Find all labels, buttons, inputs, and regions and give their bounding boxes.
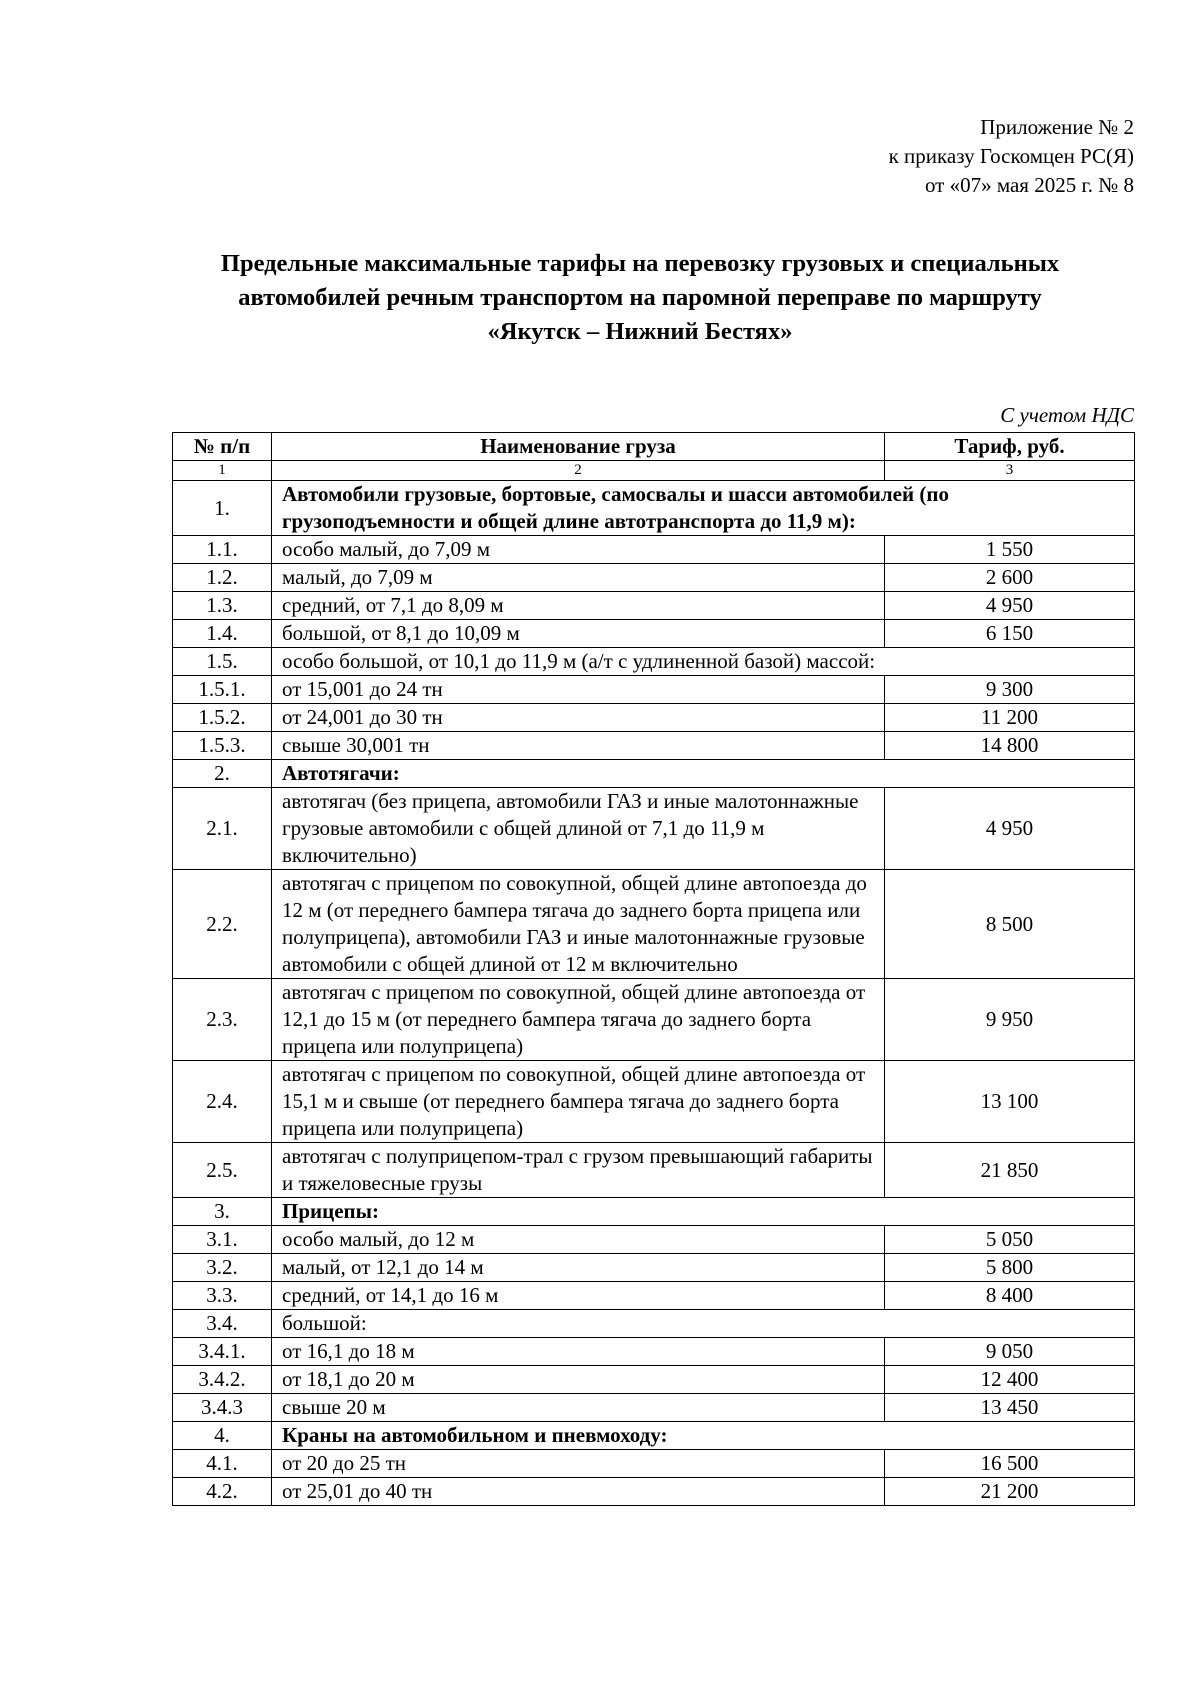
table-header-row [173, 433, 1135, 461]
row-number: 2.4. [173, 1061, 272, 1143]
cargo-name: средний, от 7,1 до 8,09 м [272, 592, 885, 620]
table-row [173, 536, 1135, 564]
header-number: № п/п [173, 433, 272, 461]
cargo-name: от 15,001 до 24 тн [272, 676, 885, 704]
tariff-price: 13 450 [885, 1394, 1135, 1422]
tariff-price: 11 200 [885, 704, 1135, 732]
table-row [173, 1478, 1135, 1506]
cargo-name: особо большой, от 10,1 до 11,9 м (а/т с удлиненной базой) массой: [272, 648, 1135, 676]
appendix-order-ref: к приказу Госкомцен РС(Я) [888, 144, 1134, 168]
row-number: 3.4. [173, 1310, 272, 1338]
cargo-name: Автомобили грузовые, бортовые, самосвалы и шасси автомобилей (по грузоподъемности и общей длине автотранспорта до 11,9 м): [272, 481, 1135, 536]
row-number: 2.3. [173, 979, 272, 1061]
cargo-name: автотягач (без прицепа, автомобили ГАЗ и иные малотоннажные грузовые автомобили с общей длиной от 7,1 до 11,9 м включительно) [272, 788, 885, 870]
table-row [173, 1254, 1135, 1282]
cargo-name: Прицепы: [272, 1198, 1135, 1226]
row-number: 3. [173, 1198, 272, 1226]
tariff-price: 8 400 [885, 1282, 1135, 1310]
tariff-price: 4 950 [885, 788, 1135, 870]
tariff-table [172, 432, 1135, 1506]
tariff-price: 9 950 [885, 979, 1135, 1061]
title-line-3: «Якутск – Нижний Бестях» [487, 318, 793, 345]
row-number: 2. [173, 760, 272, 788]
table-row [173, 704, 1135, 732]
appendix-order-date: от «07» мая 2025 г. № 8 [924, 173, 1134, 197]
cargo-name: большой, от 8,1 до 10,09 м [272, 620, 885, 648]
title-line-2: автомобилей речным транспортом на паромной переправе по маршруту [238, 284, 1042, 311]
tariff-price: 1 550 [885, 536, 1135, 564]
cargo-name: автотягач с прицепом по совокупной, общей длине автопоезда от 15,1 м и свыше (от переднего бампера тягача до заднего борта прицепа или полуприцепа) [272, 1061, 885, 1143]
row-number: 4.2. [173, 1478, 272, 1506]
cargo-name: малый, от 12,1 до 14 м [272, 1254, 885, 1282]
row-number: 3.3. [173, 1282, 272, 1310]
table-row [173, 620, 1135, 648]
tariff-price: 21 200 [885, 1478, 1135, 1506]
tariff-price: 12 400 [885, 1366, 1135, 1394]
table-row [173, 760, 1135, 788]
cargo-name: свыше 30,001 тн [272, 732, 885, 760]
cargo-name: особо малый, до 12 м [272, 1226, 885, 1254]
row-number: 3.4.3 [173, 1394, 272, 1422]
table-row [173, 564, 1135, 592]
column-index-row [173, 461, 1135, 481]
table-row [173, 1338, 1135, 1366]
cargo-name: большой: [272, 1310, 1135, 1338]
row-number: 1.5.3. [173, 732, 272, 760]
table-row [173, 1061, 1135, 1143]
table-row [173, 481, 1135, 536]
row-number: 2.2. [173, 870, 272, 979]
tariff-price: 9 050 [885, 1338, 1135, 1366]
row-number: 1. [173, 481, 272, 536]
row-number: 1.3. [173, 592, 272, 620]
table-row [173, 1198, 1135, 1226]
tariff-price: 5 800 [885, 1254, 1135, 1282]
table-row [173, 788, 1135, 870]
document-title [160, 247, 1120, 349]
table-row [173, 1366, 1135, 1394]
tariff-price: 8 500 [885, 870, 1135, 979]
table-row [173, 1394, 1135, 1422]
vat-note: С учетом НДС [1000, 403, 1134, 427]
cargo-name: автотягач с прицепом по совокупной, общей длине автопоезда до 12 м (от переднего бампера тягача до заднего борта прицепа или полуприцепа), автомобили ГАЗ и иные малотоннажные грузовые автомобили с общей длиной от 12 м включительно [272, 870, 885, 979]
cargo-name: Краны на автомобильном и пневмоходу: [272, 1422, 1135, 1450]
cargo-name: особо малый, до 7,09 м [272, 536, 885, 564]
cargo-name: средний, от 14,1 до 16 м [272, 1282, 885, 1310]
row-number: 3.4.2. [173, 1366, 272, 1394]
tariff-price: 14 800 [885, 732, 1135, 760]
row-number: 3.4.1. [173, 1338, 272, 1366]
table-row [173, 1226, 1135, 1254]
table-row [173, 732, 1135, 760]
table-row [173, 979, 1135, 1061]
table-row [173, 1310, 1135, 1338]
row-number: 2.5. [173, 1143, 272, 1198]
appendix-header [534, 113, 1134, 200]
tariff-price: 2 600 [885, 564, 1135, 592]
table-row [173, 1450, 1135, 1478]
tariff-price: 21 850 [885, 1143, 1135, 1198]
tariff-price: 4 950 [885, 592, 1135, 620]
column-index: 2 [272, 461, 885, 481]
cargo-name: малый, до 7,09 м [272, 564, 885, 592]
table-row [173, 648, 1135, 676]
cargo-name: от 24,001 до 30 тн [272, 704, 885, 732]
row-number: 1.5. [173, 648, 272, 676]
tariff-price: 6 150 [885, 620, 1135, 648]
row-number: 1.4. [173, 620, 272, 648]
cargo-name: автотягач с прицепом по совокупной, общей длине автопоезда от 12,1 до 15 м (от переднего бампера тягача до заднего борта прицепа или полуприцепа) [272, 979, 885, 1061]
column-index: 3 [885, 461, 1135, 481]
tariff-price: 5 050 [885, 1226, 1135, 1254]
table-row [173, 870, 1135, 979]
header-cargo-name: Наименование груза [272, 433, 885, 461]
cargo-name: свыше 20 м [272, 1394, 885, 1422]
cargo-name: от 18,1 до 20 м [272, 1366, 885, 1394]
tariff-price: 13 100 [885, 1061, 1135, 1143]
cargo-name: от 20 до 25 тн [272, 1450, 885, 1478]
tariff-price: 16 500 [885, 1450, 1135, 1478]
row-number: 3.2. [173, 1254, 272, 1282]
header-tariff: Тариф, руб. [885, 433, 1135, 461]
row-number: 4.1. [173, 1450, 272, 1478]
title-line-1: Предельные максимальные тарифы на перевозку грузовых и специальных [220, 250, 1060, 277]
row-number: 3.1. [173, 1226, 272, 1254]
cargo-name: от 25,01 до 40 тн [272, 1478, 885, 1506]
column-index: 1 [173, 461, 272, 481]
row-number: 1.5.1. [173, 676, 272, 704]
cargo-name: от 16,1 до 18 м [272, 1338, 885, 1366]
table-row [173, 1143, 1135, 1198]
table-row [173, 676, 1135, 704]
row-number: 4. [173, 1422, 272, 1450]
table-row [173, 1422, 1135, 1450]
row-number: 1.5.2. [173, 704, 272, 732]
cargo-name: автотягач с полуприцепом-трал с грузом превышающий габариты и тяжеловесные грузы [272, 1143, 885, 1198]
row-number: 1.1. [173, 536, 272, 564]
tariff-price: 9 300 [885, 676, 1135, 704]
appendix-number: Приложение № 2 [980, 115, 1134, 139]
row-number: 1.2. [173, 564, 272, 592]
table-row [173, 592, 1135, 620]
tariff-table-body [173, 481, 1135, 1506]
row-number: 2.1. [173, 788, 272, 870]
cargo-name: Автотягачи: [272, 760, 1135, 788]
table-row [173, 1282, 1135, 1310]
